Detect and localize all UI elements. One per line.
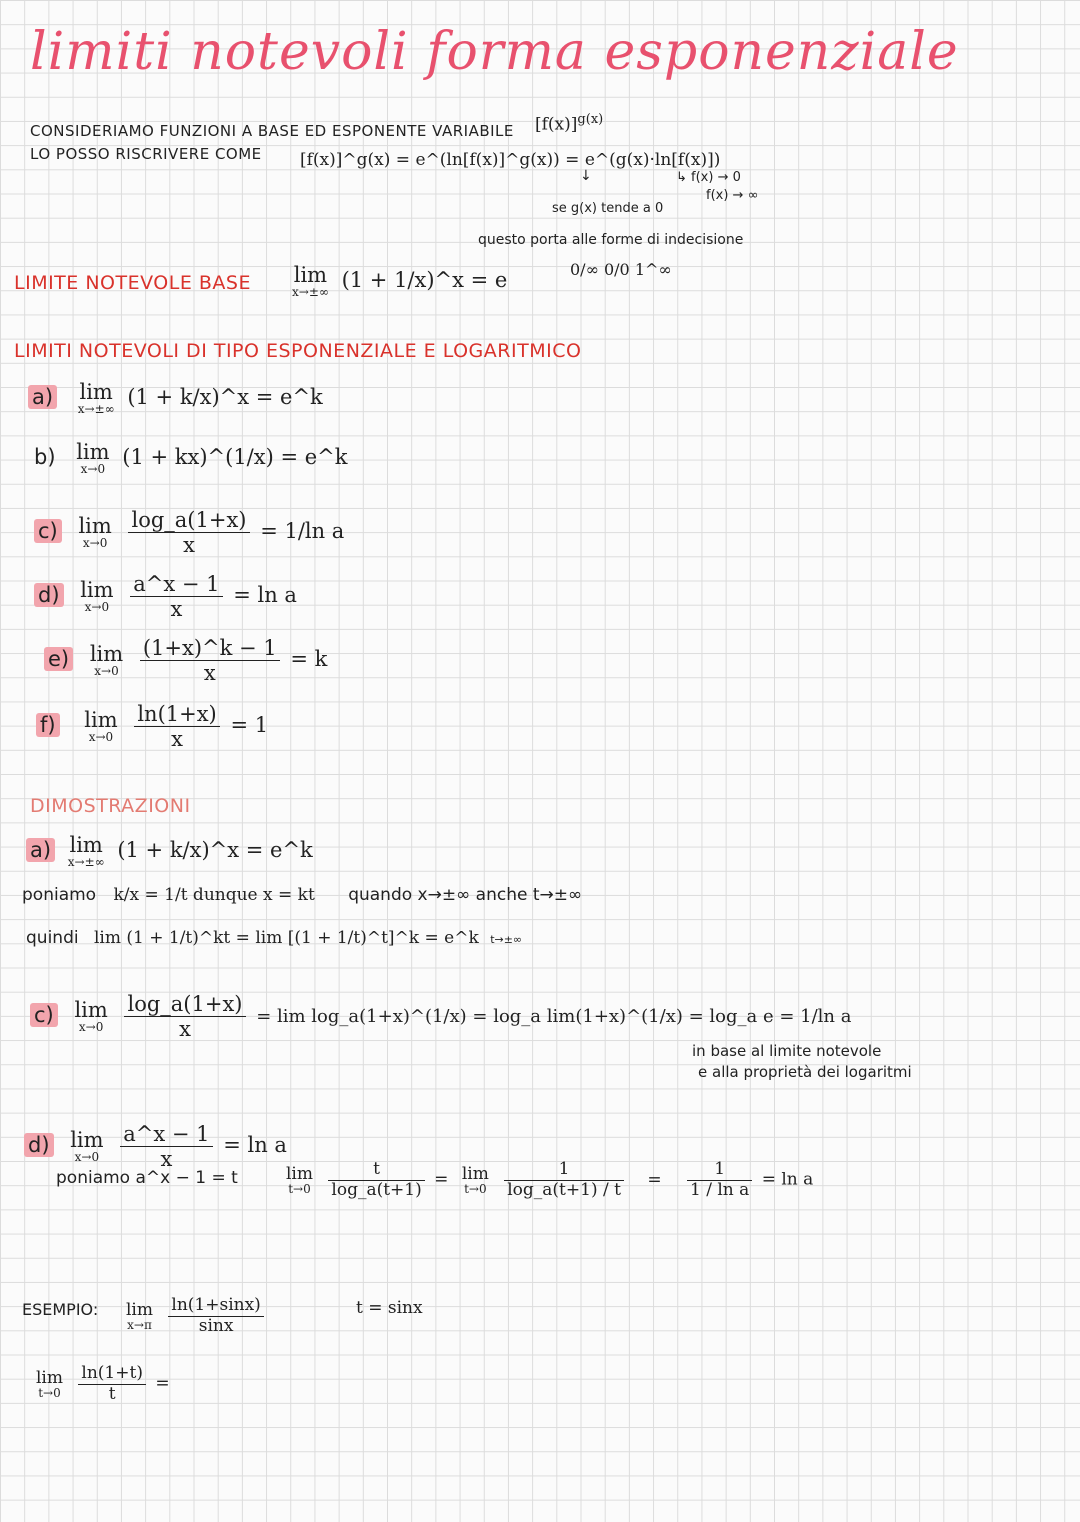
proof-a-line-1: poniamo k/x = 1/t dunque x = kt quando x→±∞ anche t→±∞ xyxy=(22,885,583,905)
proof-c-note-2: e alla proprietà dei logaritmi xyxy=(698,1063,912,1081)
proof-d-pose: poniamo a^x − 1 = t xyxy=(56,1168,238,1188)
example-expression: lim x→π $\frac{\ln(1+\sin x)}{\sin x}$ xyxy=(126,1296,268,1336)
limit-a: a) lim x→±∞ (1 + k/x)^x = e^k xyxy=(28,382,323,415)
limit-d: d) lim x→0 $\frac{a\^{}x - 1}{x}$ = ln a xyxy=(34,572,297,621)
intro-arrow-right-2: f(x) → ∞ xyxy=(706,188,759,203)
intro-rewrite: [f(x)]^g(x) = e^(ln[f(x)]^g(x)) = e^(g(x)·ln[f(x)]) xyxy=(300,150,721,170)
proof-d-steps: lim t→0 $\frac{t}{\log\_a(t+1)}$ = lim t→0 $\frac{1}{\log\_a(t+1) / t}$ = $\frac{1}{\text{1 / ln a}}$ = ln a xyxy=(286,1159,814,1200)
proof-c-statement: c) lim x→0 $\frac{\log\_a(1+x)}{x}$ = lim log_a(1+x)^(1/x) = log_a lim(1+x)^(1/x) = log_a e = 1/ln a xyxy=(30,992,851,1041)
expr-exp: g(x) xyxy=(577,112,604,127)
limit-e: e) lim x→0 $\frac{(1+x)\^{}k - 1}{x}$ = k xyxy=(44,636,327,685)
down-arrow-icon: ↓ xyxy=(580,168,592,184)
example-step: lim t→0 $\frac{\ln(1+t)}{t}$ = xyxy=(36,1363,170,1404)
proof-c-note-1: in base al limite notevole xyxy=(692,1042,882,1060)
proofs-heading: DIMOSTRAZIONI xyxy=(30,795,191,817)
base-limit-expression: lim x→±∞ (1 + 1/x)^x = e xyxy=(292,263,508,299)
indeterminate-forms: 0/∞ 0/0 1^∞ xyxy=(570,260,672,279)
intro-line-1: CONSIDERIAMO FUNZIONI A BASE ED ESPONENTE VARIABILE xyxy=(30,122,514,140)
intro-arrow-right-1: ↳ f(x) → 0 xyxy=(676,170,741,185)
proof-a-statement: a) lim x→±∞ (1 + k/x)^x = e^k xyxy=(26,835,313,868)
intro-arrow-down: se g(x) tende a 0 xyxy=(552,201,664,216)
example-substitution: t = sinx xyxy=(356,1298,423,1318)
limit-c: c) lim x→0 $\frac{\log\_a(1+x)}{x}$ = 1/ln a xyxy=(34,508,344,557)
page-title: limiti notevoli forma esponenziale xyxy=(30,22,959,82)
proof-a-line-2: quindi lim (1 + 1/t)^kt = lim [(1 + 1/t)^t]^k = e^k t→±∞ xyxy=(26,928,523,948)
proof-d-statement: d) lim x→0 $\frac{a\^{}x - 1}{x}$ = ln a xyxy=(24,1122,287,1171)
section-heading: LIMITI NOTEVOLI DI TIPO ESPONENZIALE E LOGARITMICO xyxy=(14,340,582,362)
intro-line-2: LO POSSO RISCRIVERE COME xyxy=(30,145,262,163)
base-limit-label: LIMITE NOTEVOLE BASE xyxy=(14,272,251,294)
intro-expression xyxy=(535,112,603,135)
expr-base: [f(x)] xyxy=(535,114,578,135)
limit-b: b) lim x→0 (1 + kx)^(1/x) = e^k xyxy=(34,440,348,476)
example-label: ESEMPIO: xyxy=(22,1300,99,1319)
limit-f: f) lim x→0 $\frac{\ln(1+x)}{x}$ = 1 xyxy=(36,702,268,751)
intro-conclusion: questo porta alle forme di indecisione xyxy=(478,232,744,248)
